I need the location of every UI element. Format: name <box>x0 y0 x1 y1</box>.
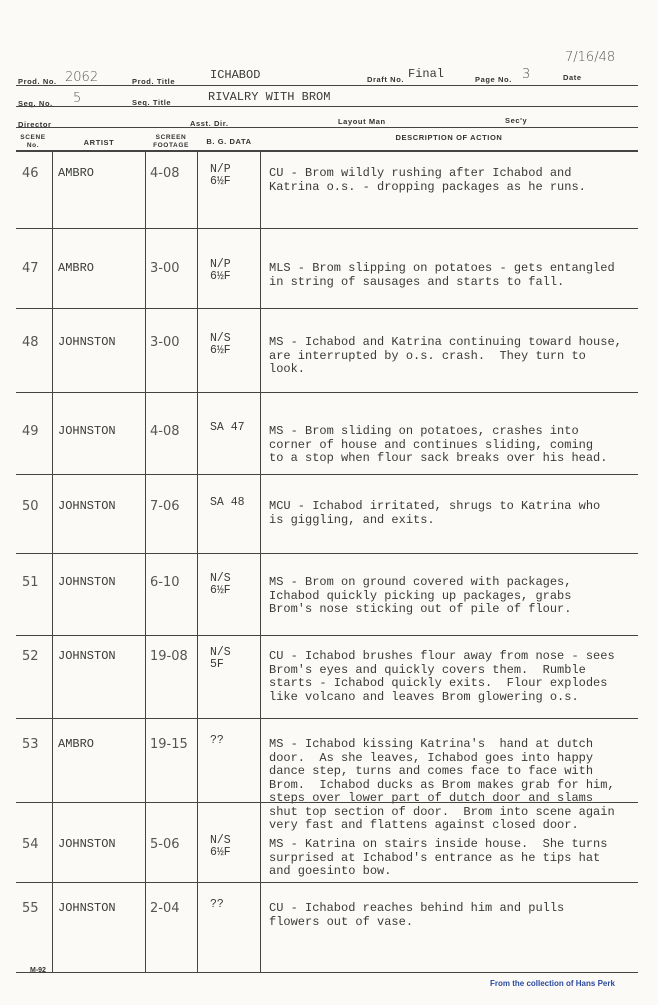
seq-no-label: Seq. No. <box>18 99 53 108</box>
action-description: MS - Katrina on stairs inside house. She turns surprised at Ichabod's entrance as he tips hat and goesinto bow. <box>269 837 608 878</box>
scene-number: 47 <box>22 261 39 276</box>
bg-data: SA 48 <box>210 496 245 509</box>
action-description: MCU - Ichabod irritated, shrugs to Katrina who is giggling, and exits. <box>269 499 601 527</box>
col-divider-3 <box>197 150 198 972</box>
prod-no-label: Prod. No. <box>18 77 57 86</box>
screen-footage: 4-08 <box>150 166 180 181</box>
scene-number: 50 <box>22 499 39 514</box>
bg-data: N/S 6½F <box>210 834 231 859</box>
scene-number: 55 <box>22 901 39 916</box>
draft-value: Final <box>408 67 445 81</box>
col-desc-heading: DESCRIPTION OF ACTION <box>395 133 503 142</box>
prod-title-value: ICHABOD <box>210 68 261 82</box>
header-rule-1 <box>16 85 638 86</box>
artist-name: JOHNSTON <box>58 901 116 915</box>
page-label: Page No. <box>475 75 512 84</box>
prod-no-value: 2062 <box>65 70 99 85</box>
artist-name: JOHNSTON <box>58 499 116 513</box>
scene-number: 49 <box>22 424 39 439</box>
row-divider <box>16 308 638 309</box>
action-description: MS - Ichabod and Katrina continuing toward house, are interrupted by o.s. crash. They turn to look. <box>269 335 622 376</box>
scene-number: 48 <box>22 335 39 350</box>
screen-footage: 2-04 <box>150 901 180 916</box>
artist-name: AMBRO <box>58 261 95 275</box>
screen-footage: 3-00 <box>150 261 180 276</box>
date-value: 7/16/48 <box>565 50 616 65</box>
action-description: CU - Ichabod reaches behind him and pulls flowers out of vase. <box>269 901 565 929</box>
screen-footage: 5-06 <box>150 837 180 852</box>
artist-name: JOHNSTON <box>58 837 116 851</box>
screen-footage: 19-15 <box>150 737 188 752</box>
artist-name: JOHNSTON <box>58 335 116 349</box>
screen-footage: 6-10 <box>150 575 180 590</box>
scene-number: 46 <box>22 166 39 181</box>
form-number: M-92 <box>30 967 46 974</box>
scene-number: 54 <box>22 837 39 852</box>
seq-title-label: Seq. Title <box>132 98 172 107</box>
action-description: MS - Ichabod kissing Katrina's hand at dutch door. As she leaves, Ichabod goes into happy dance step, turns and comes face to face with Brom. Ichabod ducks as Brom makes grab for him, steps over lower part of dutch door and slams shut top section of door. Brom into scene again very fast and flattens against closed door. <box>269 737 615 832</box>
action-description: MLS - Brom slipping on potatoes - gets entangled in string of sausages and starts to fall. <box>269 261 615 289</box>
seq-no-value: 5 <box>73 91 82 106</box>
col-divider-2 <box>145 150 146 972</box>
director-label: Director <box>18 120 52 129</box>
bg-data: N/S 5F <box>210 646 231 671</box>
draft-label: Draft No. <box>367 75 405 84</box>
bg-data: N/S 6½F <box>210 572 231 597</box>
col-footage-heading: SCREEN FOOTAGE <box>153 134 189 149</box>
header-rule-2 <box>16 106 638 107</box>
col-scene-heading: SCENE No. <box>20 134 46 149</box>
bg-data: SA 47 <box>210 421 245 434</box>
col-divider-4 <box>260 150 261 972</box>
screen-footage: 4-08 <box>150 424 180 439</box>
row-divider <box>16 635 638 636</box>
bg-data: N/S 6½F <box>210 332 231 357</box>
seq-title-value: RIVALRY WITH BROM <box>208 90 331 104</box>
bg-data: N/P 6½F <box>210 163 231 188</box>
action-description: MS - Brom on ground covered with packages, Ichabod quickly picking up packages, grabs Brom's nose sticking out of pile of flour. <box>269 575 572 616</box>
row-divider <box>16 474 638 475</box>
scene-number: 53 <box>22 737 39 752</box>
prod-title-label: Prod. Title <box>132 77 176 86</box>
column-heading-rule <box>16 150 638 152</box>
action-description: CU - Brom wildly rushing after Ichabod and Katrina o.s. - dropping packages as he runs. <box>269 166 586 194</box>
secy-label: Sec'y <box>505 116 528 125</box>
row-divider <box>16 802 638 803</box>
screen-footage: 19-08 <box>150 649 188 664</box>
artist-name: AMBRO <box>58 166 95 180</box>
col-bg-heading: B. G. DATA <box>206 137 252 146</box>
col-divider-1 <box>52 150 53 972</box>
row-divider <box>16 228 638 229</box>
scene-number: 52 <box>22 649 39 664</box>
layout-man-label: Layout Man <box>338 117 386 126</box>
collection-credit: From the collection of Hans Perk <box>490 979 615 988</box>
row-divider <box>16 718 638 719</box>
screen-footage: 3-00 <box>150 335 180 350</box>
asst-dir-label: Asst. Dir. <box>190 119 229 128</box>
action-description: MS - Brom sliding on potatoes, crashes into corner of house and continues sliding, coming to a stop when flour sack breaks over his head. <box>269 424 608 465</box>
row-divider <box>16 972 638 973</box>
header-rule-3 <box>16 127 638 128</box>
bg-data: ?? <box>210 734 224 747</box>
artist-name: AMBRO <box>58 737 95 751</box>
row-divider <box>16 553 638 554</box>
artist-name: JOHNSTON <box>58 575 116 589</box>
artist-name: JOHNSTON <box>58 649 116 663</box>
col-artist-heading: ARTIST <box>83 138 115 147</box>
page-value: 3 <box>522 67 531 82</box>
scene-number: 51 <box>22 575 39 590</box>
date-label: Date <box>563 73 582 82</box>
bg-data: ?? <box>210 898 224 911</box>
screen-footage: 7-06 <box>150 499 180 514</box>
bg-data: N/P 6½F <box>210 258 231 283</box>
row-divider <box>16 392 638 393</box>
action-description: CU - Ichabod brushes flour away from nose - sees Brom's eyes and quickly covers them. Rumble starts - Ichabod quickly exits. Flour explodes like volcano and leaves Brom glowering o.s. <box>269 649 615 704</box>
artist-name: JOHNSTON <box>58 424 116 438</box>
row-divider <box>16 882 638 883</box>
